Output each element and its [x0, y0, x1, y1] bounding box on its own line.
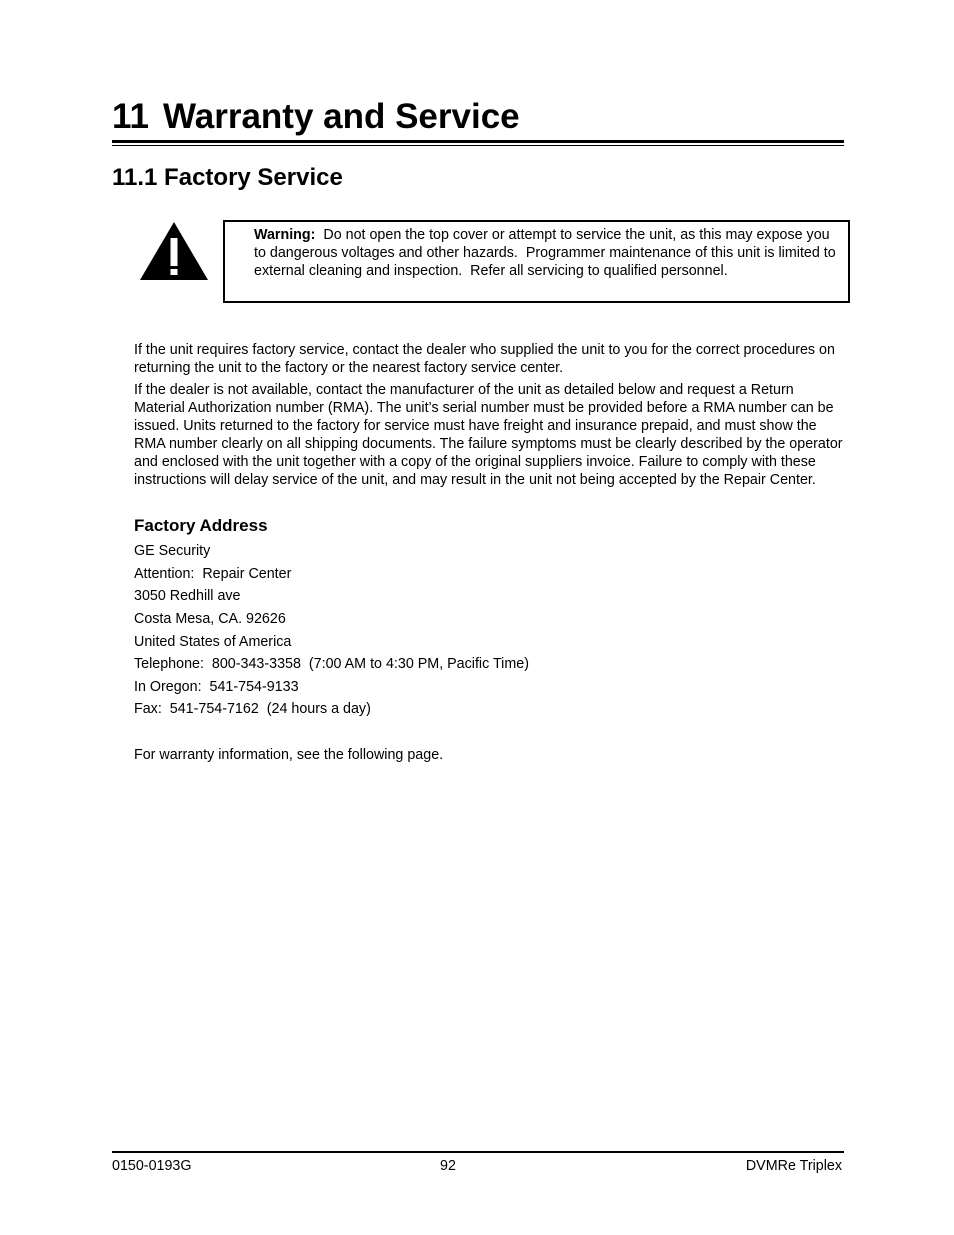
address-line-oregon: In Oregon: 541-754-9133: [134, 679, 299, 695]
factory-address-heading: Factory Address: [134, 516, 268, 535]
heading-rule-thin: [112, 145, 844, 146]
address-line-attention: Attention: Repair Center: [134, 566, 292, 582]
warning-body: Do not open the top cover or attempt to service the unit, as this may expose you to dangerous voltages and other hazards. Programmer maintenance of this unit is limited to external cleaning and inspection. Refer all servicing to qualified personnel.: [254, 227, 840, 279]
footer-doc-number: 0150-0193G: [112, 1158, 192, 1174]
address-line-company: GE Security: [134, 543, 211, 559]
warning-text: [254, 226, 839, 280]
warning-label: Warning:: [254, 227, 316, 243]
paragraph-1: If the unit requires factory service, contact the dealer who supplied the unit to you for the correct procedures on returning the unit to the factory or the nearest factory service center.: [134, 342, 835, 376]
section-heading: 11.1 Factory Service: [112, 164, 343, 191]
chapter-heading: [112, 96, 844, 138]
address-line-street: 3050 Redhill ave: [134, 588, 241, 604]
warning-box: [223, 220, 850, 303]
address-line-fax: Fax: 541-754-7162 (24 hours a day): [134, 701, 371, 717]
address-line-country: United States of America: [134, 634, 292, 650]
address-line-telephone: Telephone: 800-343-3358 (7:00 AM to 4:30 PM, Pacific Time): [134, 656, 529, 672]
chapter-title: Warranty and Service: [163, 97, 520, 136]
warning-triangle-icon: [138, 220, 210, 282]
heading-rule-thick: [112, 140, 844, 143]
address-line-city: Costa Mesa, CA. 92626: [134, 611, 286, 627]
footer-product: DVMRe Triplex: [745, 1158, 842, 1174]
footer-rule: [112, 1151, 844, 1153]
paragraph-2: If the dealer is not available, contact the manufacturer of the unit as detailed below and request a Return Material Authorization number (RMA). The unit’s serial number must be provided before a RMA number can be issued. Units returned to the factory for service must have freight and insurance prepaid, and must show the RMA number clearly on all shipping documents. The failure symptoms must be clearly described by the operator and enclosed with the unit together with a copy of the original suppliers invoice. Failure to comply with these instructions will delay service of the unit, and may result in the unit not being accepted by the Repair Center.: [134, 382, 843, 488]
chapter-number: 11: [112, 97, 149, 136]
closing-note: For warranty information, see the following page.: [134, 747, 444, 763]
footer-page-number: 92: [440, 1158, 456, 1174]
